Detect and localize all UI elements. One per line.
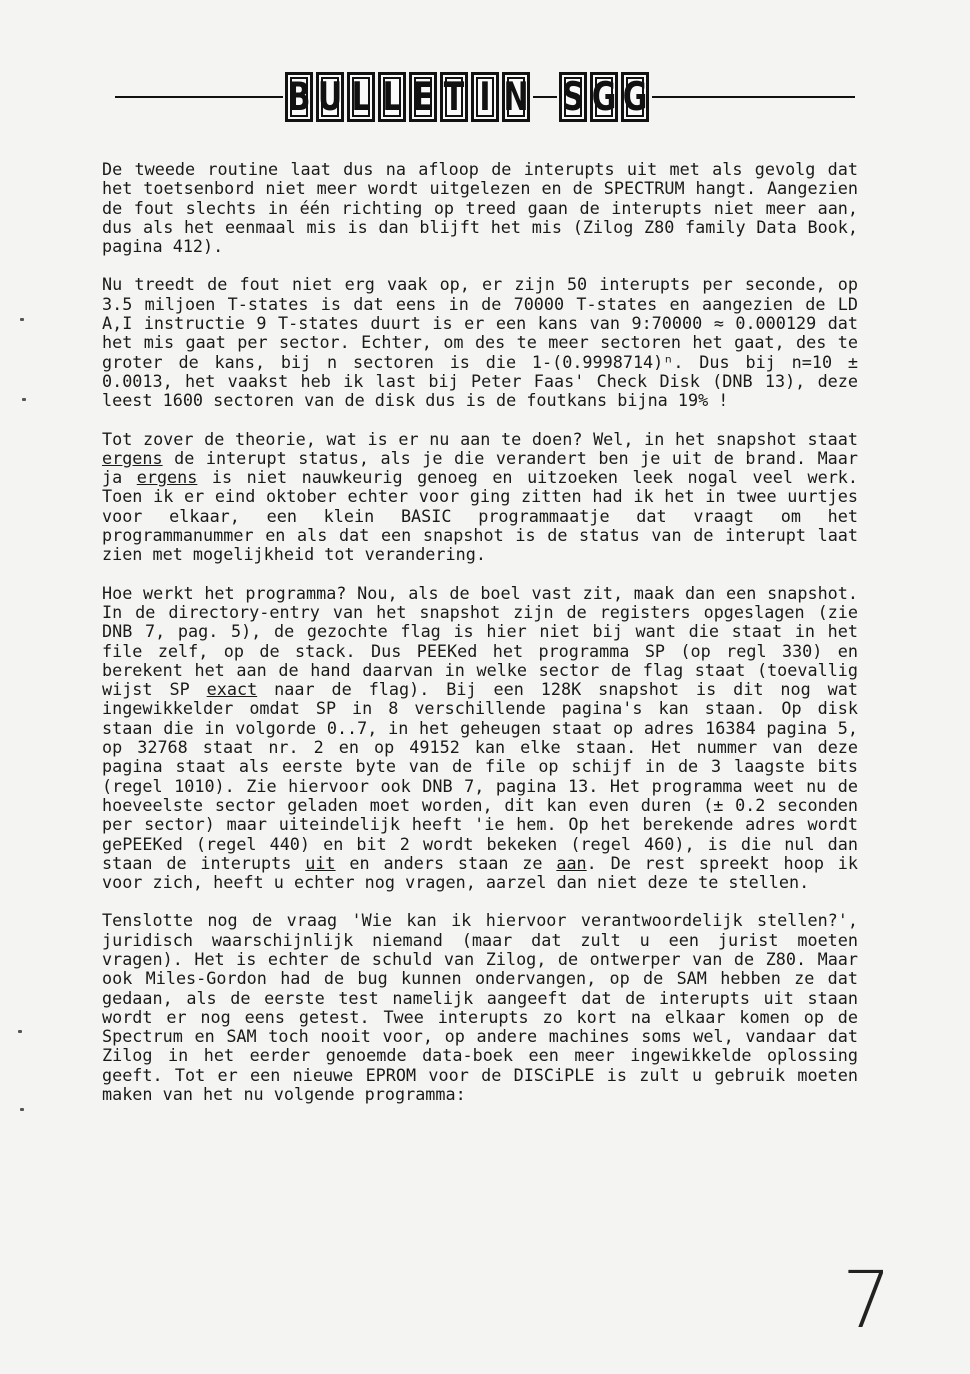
masthead-title-sgg	[559, 72, 649, 122]
masthead-letter: N	[502, 72, 530, 122]
masthead-rule-right	[652, 96, 855, 98]
masthead-letter: I	[471, 72, 499, 122]
masthead-rule-middle	[533, 96, 557, 98]
masthead-letter: G	[621, 72, 649, 122]
masthead-letter: L	[347, 72, 375, 122]
paragraph: Tot zover de theorie, wat is er nu aan te doen? Wel, in het snapshot staat ergens de interupt status, als je die verandert ben je uit de brand. Maar ja ergens is niet nauwkeurig genoeg en uitzoeken leek nogal veel werk. Toen ik er eind oktober echter voor ging zitten had ik het in twee uurtjes voor elkaar, een klein BASIC programmaatje dat vraagt om het programmanummer en als dat een snapshot is de status van de interupt laat zien met mogelijkheid tot verandering.	[102, 428, 859, 565]
masthead-title-bulletin	[285, 72, 530, 122]
underlined-word: ergens	[136, 467, 198, 488]
underlined-word: ergens	[102, 447, 163, 468]
paragraph: Tenslotte nog de vraag 'Wie kan ik hiervoor verantwoordelijk stellen?', juridisch waarschijnlijk niemand (maar dat zult u een jurist moeten vragen). Het is echter de schuld van Zilog, de ontwerper van de Z80. Maar ook Miles-Gordon had de bug kunnen ondervangen, op de SAM hebben ze dat gedaan, als de eerste test namelijk aangeeft dat de interupts uit staan wordt er nog eens getest. Twee interupts zo kort na elkaar komen op de Spectrum en SAM toch nooit voor, op andere machines soms wel, vandaar dat Zilog in het eerder genoemde data-boek een meer ingewikkelde oplossing geeft. Tot er een nieuwe EPROM voor de DISCiPLE is zult u gebruik moeten maken van het nu volgende programma:	[102, 910, 858, 1105]
masthead-letter: U	[316, 72, 344, 122]
masthead-letter: L	[378, 72, 406, 122]
masthead-letter: S	[559, 72, 587, 122]
scan-speck	[20, 1108, 24, 1111]
scan-speck	[22, 398, 26, 401]
masthead	[115, 72, 855, 132]
masthead-letter: B	[285, 72, 313, 122]
masthead-letter: E	[409, 72, 437, 122]
underlined-word: aan	[556, 852, 587, 873]
masthead-letter: G	[590, 72, 618, 122]
paragraph: De tweede routine laat dus na afloop de interupts uit met als gevolg dat het toetsenbord niet meer wordt uitgelezen en de SPECTRUM hangt. Aangezien de fout slechts in één richting op treed gaan de interupts niet meer aan, dus als het eenmaal mis is dan blijft het mis (Zilog Z80 family Data Book, pagina 412).	[102, 159, 858, 257]
paragraph: Hoe werkt het programma? Nou, als de boel vast zit, maak dan een snapshot. In de directory-entry van het snapshot zijn de registers opgeslagen (zie DNB 7, pag. 5), de gezochte flag is hier niet bij want die staat in het file zelf, op de stack. Dus PEEKed het programma SP (op regl 330) en berekent het aan de hand daarvan in welke sector de flag staat (toevallig wijst SP exact naar de flag). Bij een 128K snapshot is dit nog wat ingewikkelder omdat SP in 8 verschillende pagina's kan staan. Op disk staan die in volgorde 0..7, in het geheugen staat op adres 16384 pagina 5, op 32768 staat nr. 2 en op 49152 kan elke staan. Het nummer van deze pagina staat als eerste byte van de file op schijf in de 3 laagste bits (regel 1010). Zie hiervoor ook DNB 7, pagina 13. Het programma weet nu de hoeveelste sector geladen moet worden, dit kan even duren (± 0.2 seconden per sector) maar uiteindelijk heeft 'ie hem. Op het berekende adres wordt gePEEKed (regel 440) en bit 2 wordt bekeken (regel 460), is die nul dan staan de interupts uit en anders staan ze aan. De rest spreekt hoop ik voor zich, heeft u echter nog vragen, aarzel dan niet deze te stellen.	[102, 582, 858, 893]
article-body	[102, 160, 858, 1123]
paragraph: Nu treedt de fout niet erg vaak op, er zijn 50 interupts per seconde, op 3.5 miljoen T-states is dat eens in de 70000 T-states en aangezien de LD A,I instructie 9 T-states duurt is er een kans van 9:70000 ≈ 0.000129 dat het mis gaat per sector. Echter, om des te meer sectoren het gaat, des te groter de kans, bij n sectoren is die 1-(0.9998714)ⁿ. Dus bij n=10 ± 0.0013, het vaakst heb ik last bij Peter Faas' Check Disk (DNB 13), deze leest 1600 sectoren van de disk dus is de foutkans bijna 19% !	[102, 274, 858, 411]
page-number: 7	[842, 1256, 892, 1346]
masthead-rule-left	[115, 96, 283, 98]
masthead-letter: T	[440, 72, 468, 122]
scan-speck	[20, 318, 24, 321]
scan-speck	[18, 1030, 22, 1033]
underlined-word: exact	[206, 679, 258, 700]
underlined-word: uit	[305, 852, 336, 873]
